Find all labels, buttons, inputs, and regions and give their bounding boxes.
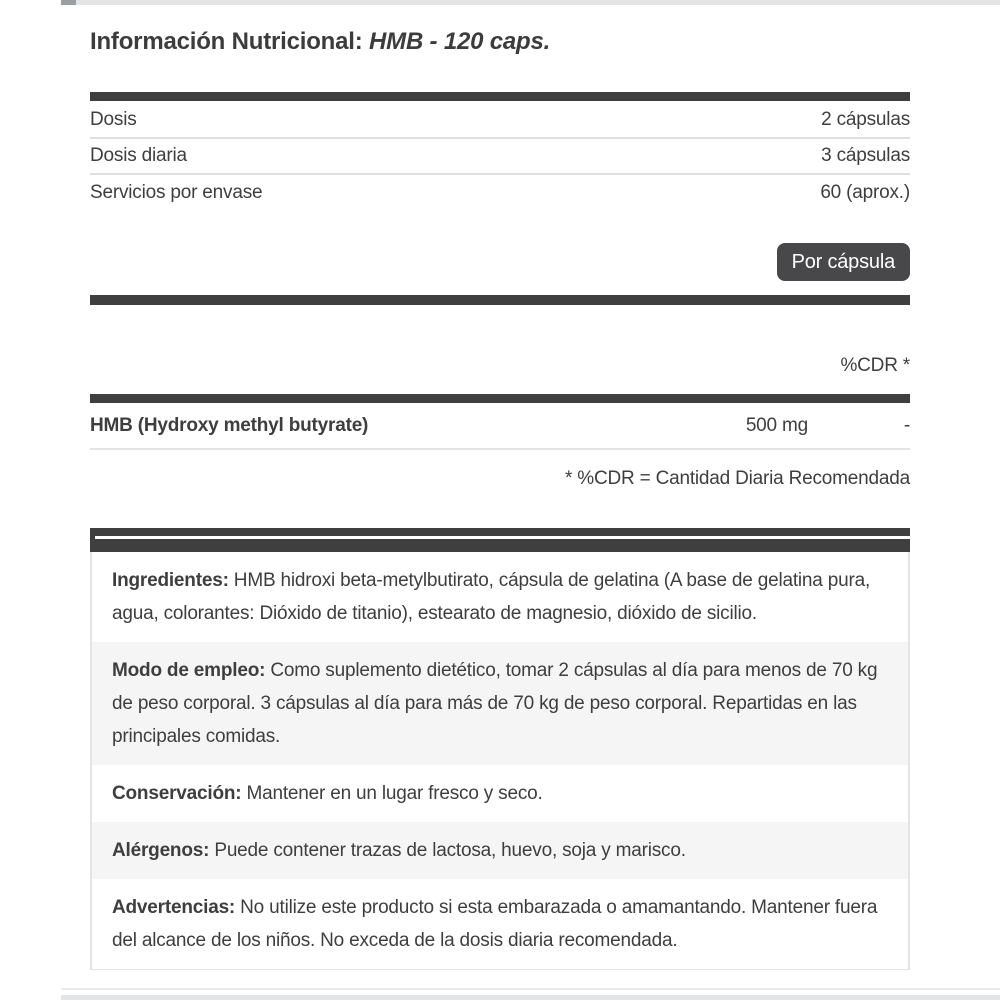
top-edge-strip bbox=[61, 0, 1000, 5]
nutrient-amount: 500 mg bbox=[745, 414, 808, 436]
nutrient-divider-bar bbox=[90, 394, 910, 403]
section-text: Como suplemento dietético, tomar 2 cápsulas al día para menos de 70 kg de peso corporal. 3 cápsulas al día para más de 70 kg de peso corporal. Repartidas en las principales comidas. bbox=[112, 660, 878, 747]
dosage-row bbox=[90, 103, 910, 139]
section-advertencias bbox=[92, 879, 908, 969]
bottom-edge-line bbox=[61, 988, 1000, 990]
nutrient-row bbox=[90, 403, 910, 450]
section-text: HMB hidroxi beta-metylbutirato, cápsula de gelatina (A base de gelatina pura, agua, colorantes: Dióxido de titanio), estearato de magnesio, dióxido de sicilio. bbox=[112, 570, 871, 624]
section-label: Conservación: bbox=[112, 783, 242, 804]
section-text: No utilize este producto si esta embarazada o amamantando. Mantener fuera del alcance de los niños. No exceda de la dosis diaria recomendada. bbox=[112, 897, 878, 951]
dosage-label: Dosis diaria bbox=[90, 145, 187, 166]
info-box bbox=[90, 528, 910, 970]
dosage-value: 3 cápsulas bbox=[821, 145, 910, 166]
section-text: Puede contener trazas de lactosa, huevo, soja y marisco. bbox=[214, 840, 686, 861]
nutrient-cdr-value: - bbox=[903, 414, 910, 436]
nutrient-name: HMB (Hydroxy methyl butyrate) bbox=[90, 414, 369, 436]
title-product: HMB - 120 caps. bbox=[369, 28, 551, 55]
section-text: Mantener en un lugar fresco y seco. bbox=[246, 783, 543, 804]
bottom-edge-strip bbox=[61, 995, 1000, 1000]
section-label: Advertencias: bbox=[112, 897, 236, 918]
section-alergenos bbox=[92, 822, 908, 879]
cdr-column-header: %CDR * bbox=[840, 355, 910, 376]
section-label: Alérgenos: bbox=[112, 840, 210, 861]
dosage-table bbox=[90, 103, 910, 211]
dosage-value: 2 cápsulas bbox=[821, 109, 910, 130]
dosage-value: 60 (aprox.) bbox=[820, 182, 910, 203]
section-conservacion bbox=[92, 765, 908, 822]
mid-divider-bar bbox=[90, 295, 910, 305]
dosage-label: Servicios por envase bbox=[90, 182, 263, 203]
section-modo-de-empleo bbox=[92, 642, 908, 765]
per-capsule-button[interactable]: Por cápsula bbox=[777, 243, 910, 281]
top-edge-strip-cap bbox=[61, 0, 76, 5]
page-title bbox=[90, 28, 910, 56]
dosage-row bbox=[90, 175, 910, 211]
info-box-header-bar bbox=[90, 528, 910, 552]
dosage-label: Dosis bbox=[90, 109, 137, 130]
section-label: Ingredientes: bbox=[112, 570, 229, 591]
section-ingredientes bbox=[92, 552, 908, 642]
cdr-footnote: * %CDR = Cantidad Diaria Recomendada bbox=[564, 468, 910, 489]
title-prefix: Información Nutricional: bbox=[90, 28, 363, 55]
info-box-header-stripe bbox=[95, 536, 910, 539]
dosage-row bbox=[90, 139, 910, 175]
section-label: Modo de empleo: bbox=[112, 660, 266, 681]
header-divider-bar bbox=[90, 92, 910, 101]
